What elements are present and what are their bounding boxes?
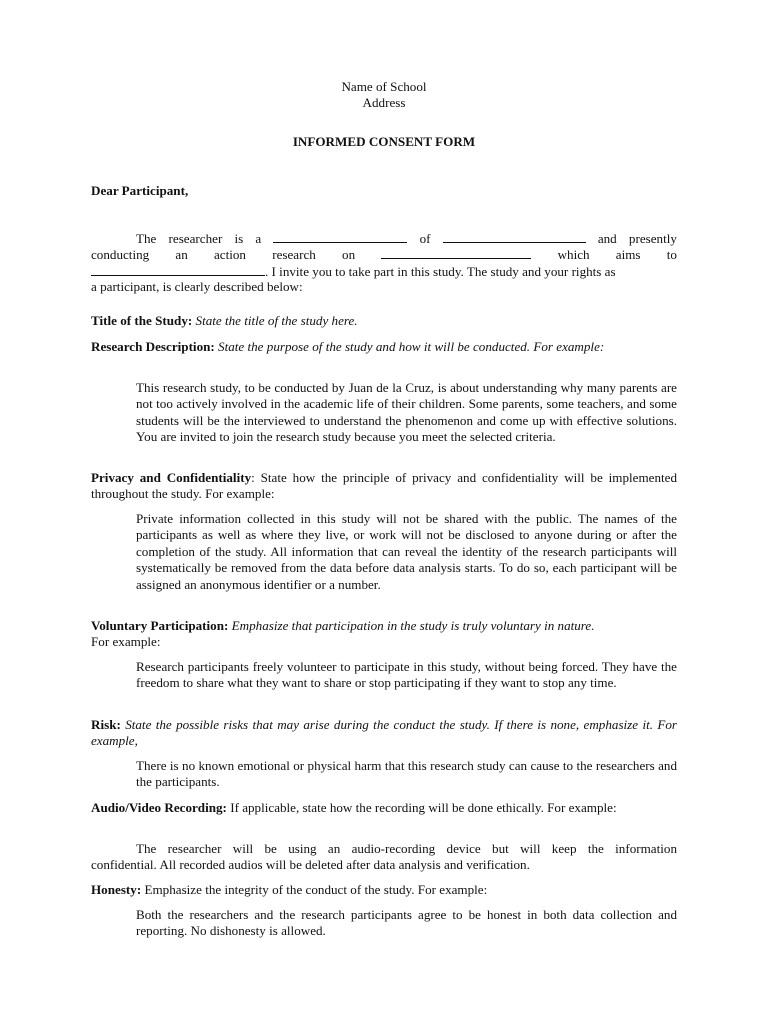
section-heading: Privacy and Confidentiality: [91, 470, 252, 485]
intro-paragraph: [91, 230, 677, 296]
voluntary-example: Research participants freely volunteer to participate in this study, without being forced. They have the freedom to share what they want to share or stop participating if they want to stop any time.: [136, 659, 677, 691]
section-heading: Research Description:: [91, 339, 215, 354]
intro-line-1: [91, 230, 677, 246]
school-name: Name of School: [341, 79, 427, 94]
intro-word: which: [557, 247, 590, 263]
honesty-example: Both the researchers and the research participants agree to be honest in both data collection and reporting. No dishonesty is allowed.: [136, 907, 677, 939]
section-risk: [91, 717, 677, 750]
form-title: INFORMED CONSENT FORM: [292, 134, 476, 149]
intro-word: of: [419, 231, 431, 246]
intro-word: on: [342, 247, 356, 263]
recording-example: [91, 841, 677, 874]
section-instruction: If applicable, state how the recording will be done ethically. For example:: [230, 800, 617, 815]
section-heading: Voluntary Participation:: [91, 618, 229, 633]
section-title-of-study: [91, 313, 677, 329]
intro-word: and: [597, 231, 617, 246]
section-instruction: Emphasize the integrity of the conduct of the study. For example:: [144, 882, 488, 897]
section-instruction: : State how the principle of privacy and confidentiality will be implemented throughout the study. For example:: [91, 470, 677, 502]
research-topic-blank[interactable]: [381, 246, 531, 259]
intro-word: conducting: [91, 247, 150, 263]
intro-line-2: [91, 246, 677, 262]
intro-word: to: [666, 247, 677, 263]
section-recording: [91, 800, 677, 816]
research-example: This research study, to be conducted by Juan de la Cruz, is about understanding why many parents are not too actively involved in the academic life of their children. Some parents, some teachers, and some students will be the interviewed to understand the phenomenon and come up with effective solutions. You are invited to join the research study because you meet the selected criteria.: [136, 380, 677, 445]
recording-example-line-2: confidential. All recorded audios will be deleted after data analysis and verification.: [91, 857, 530, 873]
intro-word: researcher: [168, 231, 223, 246]
section-instruction-2: For example:: [91, 634, 161, 650]
section-instruction: Emphasize that participation in the study is truly voluntary in nature.: [231, 618, 595, 633]
intro-word: research: [272, 247, 316, 263]
section-heading: Audio/Video Recording:: [91, 800, 227, 815]
intro-line-4: a participant, is clearly described below:: [91, 279, 303, 295]
greeting: Dear Participant,: [91, 183, 189, 198]
recording-example-line-1: The researcher will be using an audio-recording device but will keep the information: [136, 841, 677, 856]
section-heading: Title of the Study:: [91, 313, 193, 328]
intro-word: presently: [628, 231, 677, 246]
research-aim-blank[interactable]: [91, 263, 265, 276]
school-address: Address: [362, 95, 406, 110]
risk-example: There is no known emotional or physical harm that this research study can cause to the researchers and the participants.: [136, 758, 677, 790]
intro-text: . I invite you to take part in this study. The study and your rights as: [265, 263, 616, 279]
privacy-example: Private information collected in this study will not be shared with the public. The names of the participants as well as where they live, or work will not be disclosed to anyone during or after the completion of the study. All information that can reveal the identity of the research participants will systematically be removed from the data before data analysis starts. To do so, each participant will be assigned an anonymous identifier or a number.: [136, 511, 677, 592]
school-header: [0, 79, 768, 111]
intro-line-3: [91, 263, 677, 279]
intro-word: is: [234, 231, 244, 246]
section-instruction: State the purpose of the study and how it will be conducted. For example:: [218, 339, 605, 354]
researcher-name-blank[interactable]: [273, 230, 407, 243]
section-privacy: [91, 470, 677, 503]
section-research-description: [91, 339, 677, 355]
intro-word: aims: [615, 247, 641, 263]
intro-word: an: [175, 247, 188, 263]
section-instruction: State the title of the study here.: [195, 313, 358, 328]
section-heading: Honesty:: [91, 882, 142, 897]
school-blank[interactable]: [443, 230, 586, 243]
intro-word: a: [255, 231, 262, 246]
section-honesty: [91, 882, 677, 898]
section-heading: Risk:: [91, 717, 121, 732]
section-instruction: State the possible risks that may arise during the conduct the study. If there is none, emphasize it. For example,: [91, 717, 677, 749]
intro-word: action: [213, 247, 246, 263]
section-voluntary: [91, 618, 677, 651]
intro-word: The: [136, 231, 157, 246]
